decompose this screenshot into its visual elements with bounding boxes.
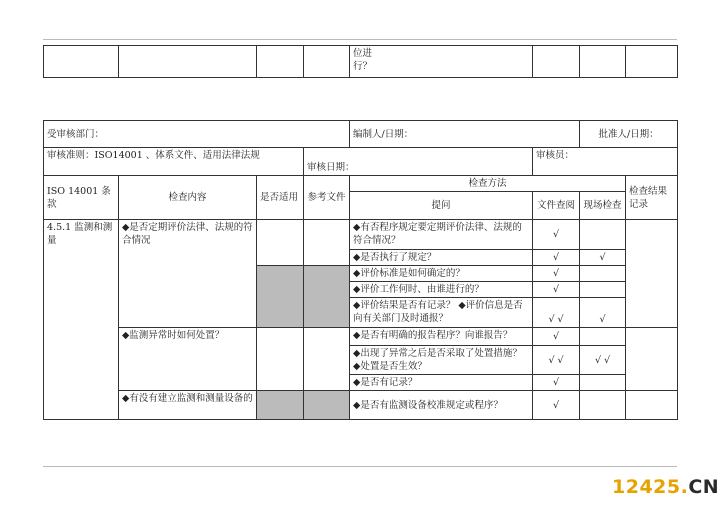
auditor-label: 审核员： (533, 148, 678, 176)
header-method: 检查方法 (350, 176, 626, 192)
site-check-mark (580, 220, 626, 250)
site-check-mark (580, 375, 626, 391)
header-reference: 参考文件 (304, 176, 350, 220)
question-item: ◆评价结果是否有记录？ ◆评价信息是否向有关部门及时通报？ (350, 298, 533, 328)
top-rule (43, 39, 677, 40)
reference-cell (304, 250, 350, 266)
question-item: ◆有否程序规定要定期评价法律、法规的符合情况？ (350, 220, 533, 250)
result-cell (626, 220, 678, 328)
doc-check-mark: √ (533, 266, 580, 282)
content-item: ◆有没有建立监测和测量设备的 (119, 391, 257, 420)
top-cell-result (626, 46, 678, 78)
header-content: 检查内容 (119, 176, 257, 220)
top-cell-applicable (257, 46, 304, 78)
applicable-cell (257, 220, 304, 250)
question-item: ◆是否执行了规定？ (350, 250, 533, 266)
top-table (43, 45, 678, 78)
question-item: ◆出现了异常之后是否采取了处置措施？ ◆处置是否生效？ (350, 346, 533, 375)
doc-check-mark: √ (533, 282, 580, 298)
site-check-mark: √ (580, 250, 626, 266)
site-check-mark (580, 391, 626, 420)
dept-label: 受审核部门： (44, 121, 350, 148)
top-cell-doc (533, 46, 580, 78)
top-cell-site (580, 46, 626, 78)
reference-cell-shaded (304, 266, 350, 328)
site-check-mark (580, 328, 626, 346)
applicable-cell (257, 328, 304, 391)
header-applicable: 是否适用 (257, 176, 304, 220)
watermark-suffix: CN (688, 476, 720, 498)
applicable-cell (257, 250, 304, 266)
clause-value: 4.5.1 监测和测量 (44, 220, 119, 420)
doc-check-mark: √ √ (533, 298, 580, 328)
header-question: 提问 (350, 192, 533, 220)
site-watermark-logo (612, 476, 719, 498)
audit-date-label: 审核日期： (304, 148, 533, 176)
content-item: ◆监测异常时如何处置？ (119, 328, 257, 391)
author-label: 编制人/日期： (350, 121, 580, 148)
watermark-number: 12425 (612, 476, 681, 498)
doc-check-mark: √ (533, 328, 580, 346)
doc-check-mark: √ (533, 250, 580, 266)
top-cell-reference (304, 46, 350, 78)
header-result: 检查结果记录 (626, 176, 678, 220)
reference-cell (304, 220, 350, 250)
top-cell-clause (44, 46, 119, 78)
top-cell-content (119, 46, 257, 78)
site-check-mark (580, 266, 626, 282)
result-cell (626, 328, 678, 391)
doc-check-mark: √ (533, 375, 580, 391)
header-doc-check: 文件查阅 (533, 192, 580, 220)
site-check-mark: √ (580, 298, 626, 328)
question-item: ◆是否有监测设备校准规定或程序？ (350, 391, 533, 420)
question-item: ◆评价工作何时、由谁进行的？ (350, 282, 533, 298)
audit-checklist-table (43, 120, 678, 420)
approver-label: 批准人/日期： (580, 121, 678, 148)
criteria-label: 审核准则：ISO14001 、体系文件、适用法律法规 (44, 148, 304, 176)
result-cell (626, 391, 678, 420)
content-item: ◆是否定期评价法律、法规的符合情况 (119, 220, 257, 328)
site-check-mark (580, 282, 626, 298)
applicable-cell-shaded (257, 266, 304, 328)
header-clause: ISO 14001 条款 (44, 176, 119, 220)
doc-check-mark: √ √ (533, 346, 580, 375)
applicable-cell-shaded (257, 391, 304, 420)
question-item: ◆是否有记录？ (350, 375, 533, 391)
header-site-check: 现场检查 (580, 192, 626, 220)
question-item: ◆是否有明确的报告程序？向谁报告？ (350, 328, 533, 346)
reference-cell-shaded (304, 391, 350, 420)
bottom-rule (43, 466, 677, 467)
reference-cell (304, 328, 350, 391)
watermark-dot: . (680, 476, 689, 498)
question-item: ◆评价标准是如何确定的？ (350, 266, 533, 282)
site-check-mark: √ √ (580, 346, 626, 375)
top-question-line-1: 位进 (353, 48, 373, 59)
top-question-line-2: 行？ (353, 61, 373, 72)
top-cell-question (350, 46, 533, 78)
doc-check-mark: √ (533, 220, 580, 250)
doc-check-mark: √ (533, 391, 580, 420)
